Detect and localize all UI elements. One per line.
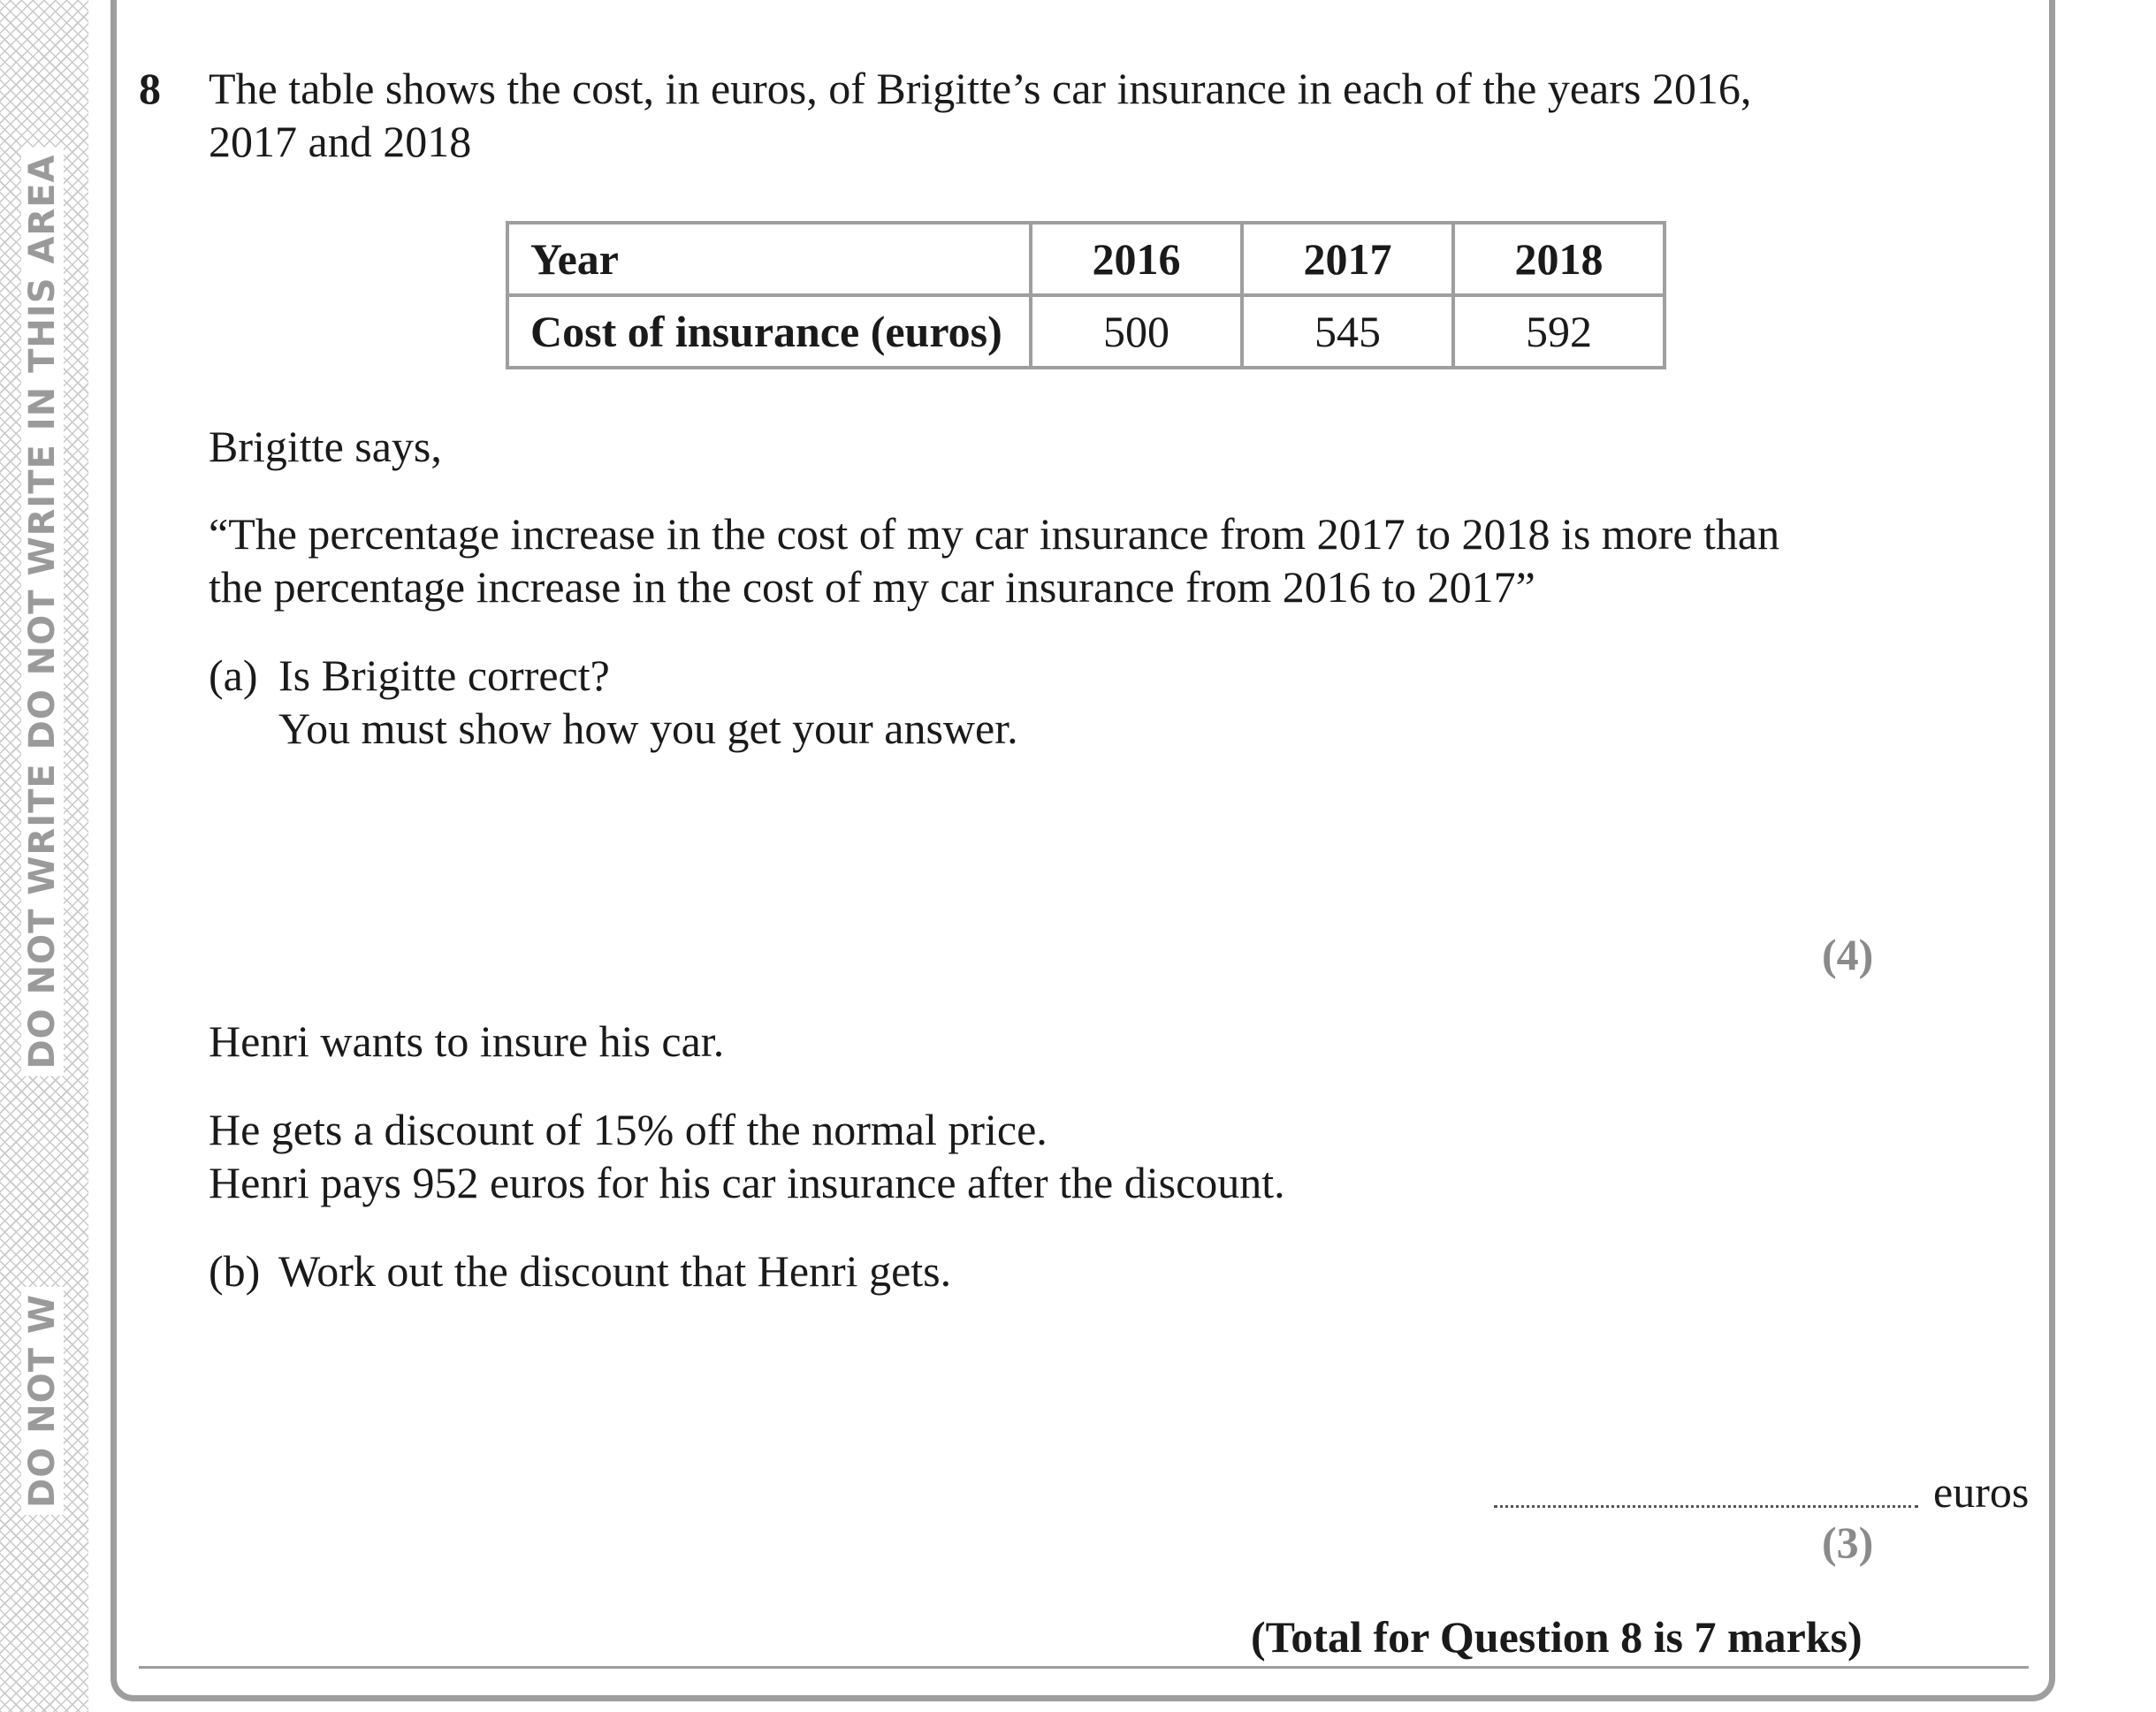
- margin-strip: [0, 0, 88, 1712]
- answer-unit: euros: [1933, 1467, 2030, 1517]
- question-intro-line1: The table shows the cost, in euros, of Brigitte’s car insurance in each of the years 2016,: [209, 64, 1752, 113]
- row-label-cost: Cost of insurance (euros): [507, 295, 1031, 368]
- brigitte-says: Brigitte says,: [209, 422, 442, 471]
- henri-line3: Henri pays 952 euros for his car insurance after the discount.: [209, 1158, 1285, 1207]
- cost-cell-2018: 592: [1453, 295, 1665, 368]
- header-cell-2017: 2017: [1242, 223, 1453, 295]
- table-row: [507, 295, 1665, 368]
- do-not-write-label-lower: DO NOT W: [21, 1287, 64, 1515]
- part-a-marks: (4): [1822, 930, 1874, 979]
- part-b-line1: Work out the discount that Henri gets.: [278, 1246, 952, 1296]
- do-not-write-label: DO NOT WRITE DO NOT WRITE IN THIS AREA: [21, 147, 64, 1076]
- answer-line[interactable]: [1494, 1505, 1918, 1508]
- header-cell-2018: 2018: [1453, 223, 1665, 295]
- part-a-label: (a): [209, 651, 258, 700]
- header-cell-year: Year: [507, 223, 1031, 295]
- brigitte-quote-line1: “The percentage increase in the cost of my car insurance from 2017 to 2018 is more than: [209, 509, 1780, 559]
- cost-cell-2016: 500: [1031, 295, 1242, 368]
- cost-cell-2017: 545: [1242, 295, 1453, 368]
- question-number: 8: [139, 64, 161, 113]
- divider: [139, 1666, 2029, 1669]
- header-cell-2016: 2016: [1031, 223, 1242, 295]
- brigitte-quote-line2: the percentage increase in the cost of my car insurance from 2016 to 2017”: [209, 562, 1535, 612]
- henri-line1: Henri wants to insure his car.: [209, 1016, 725, 1066]
- part-a-line1: Is Brigitte correct?: [278, 651, 610, 700]
- part-b-marks: (3): [1822, 1518, 1874, 1567]
- henri-line2: He gets a discount of 15% off the normal price.: [209, 1105, 1048, 1154]
- table-header-row: [507, 223, 1665, 295]
- part-a-line2: You must show how you get your answer.: [278, 704, 1018, 753]
- question-intro-line2: 2017 and 2018: [209, 117, 472, 166]
- insurance-table: [506, 221, 1666, 369]
- question-total: (Total for Question 8 is 7 marks): [1251, 1612, 1863, 1662]
- part-b-label: (b): [209, 1246, 261, 1296]
